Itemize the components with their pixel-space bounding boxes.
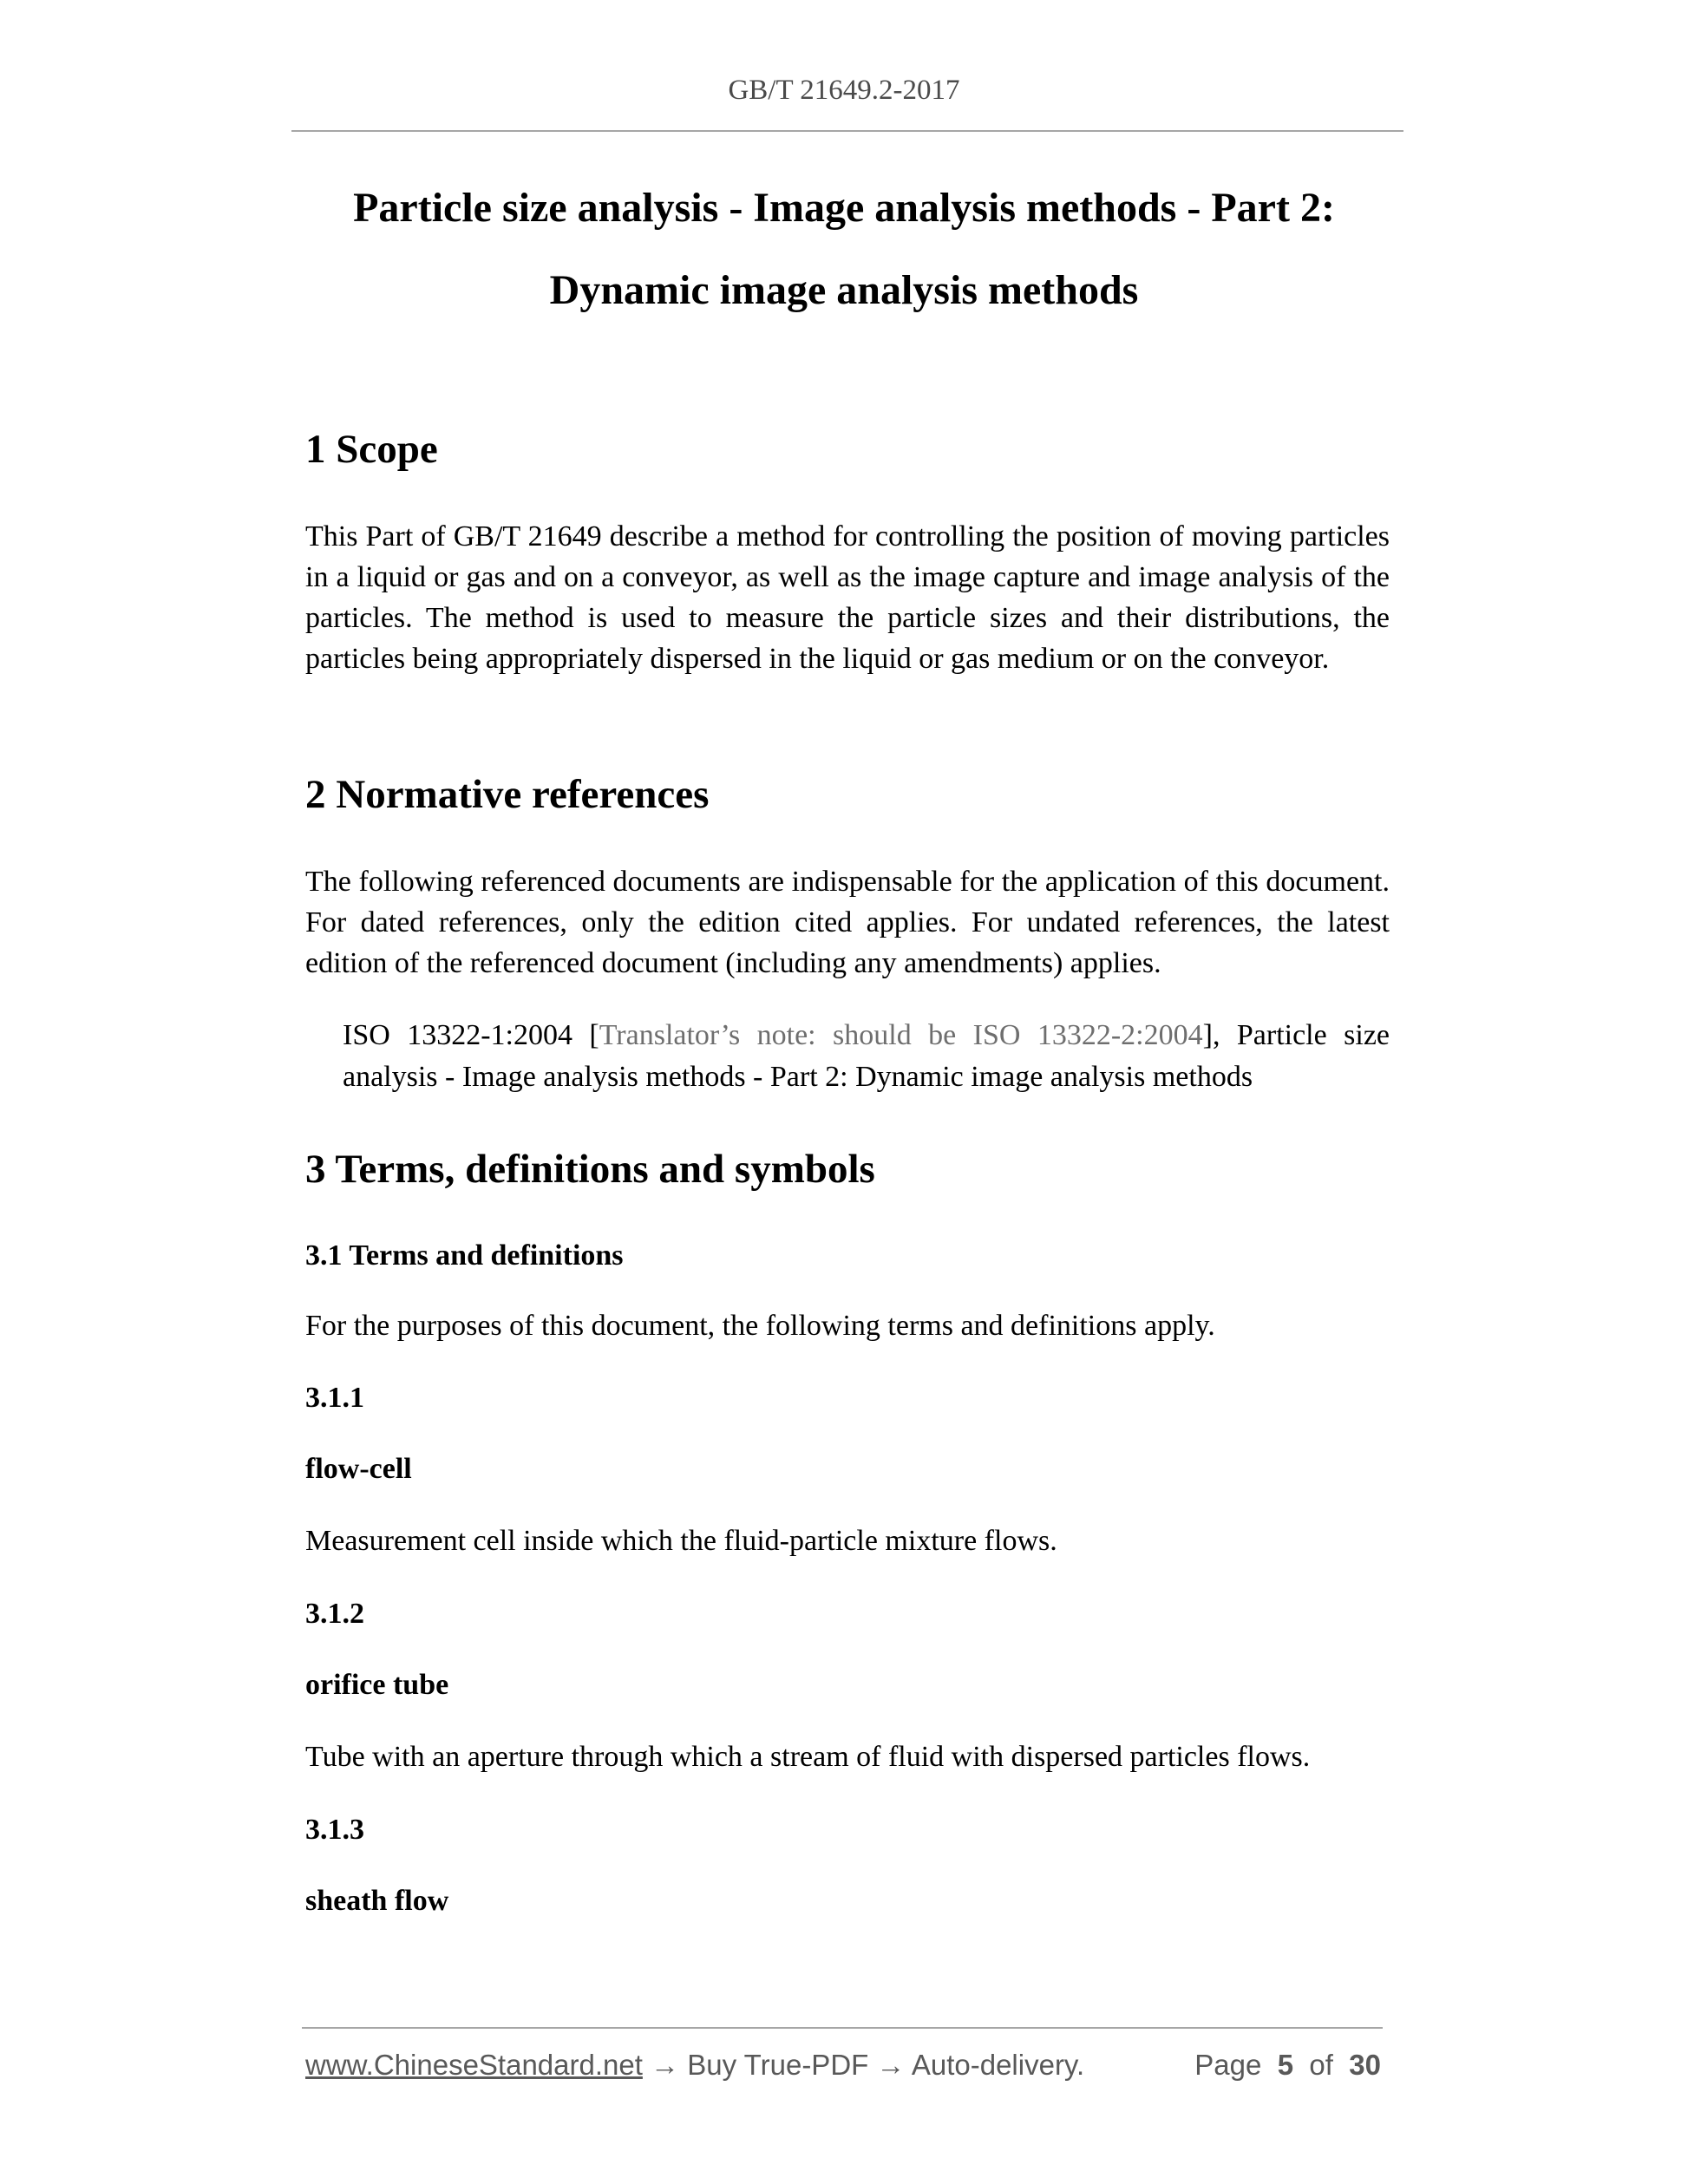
page-label: Page — [1194, 2049, 1262, 2081]
term-definition: Tube with an aperture through which a stream of fluid with dispersed particles flows. — [305, 1741, 1311, 1773]
page-number: 5 — [1277, 2049, 1294, 2081]
reference-close-bracket: ] — [1202, 1019, 1213, 1051]
normative-paragraph: The following referenced documents are indispensable for the application of this document. For dated references, only the edition cited applies. For undated references, the latest edition of the referenced document (including any amendments) applies. — [305, 866, 1390, 979]
translator-note: Translator’s note: should be ISO 13322-2:2004 — [599, 1019, 1203, 1051]
term-number: 3.1.2 — [305, 1598, 364, 1630]
normative-reference-item — [343, 1015, 1390, 1098]
term-number: 3.1.1 — [305, 1382, 364, 1414]
reference-open-bracket: [ — [589, 1019, 599, 1051]
term-number: 3.1.3 — [305, 1814, 364, 1846]
page-footer — [305, 2049, 1381, 2087]
of-label: of — [1309, 2049, 1333, 2081]
scope-paragraph: This Part of GB/T 21649 describe a method for controlling the position of moving particles in a liquid or gas and on a conveyor, as well as the image capture and image analysis of the particles. The method is used to measure the particle sizes and their distributions, the particles being appropriately dispersed in the liquid or gas medium or on the conveyor. — [305, 520, 1390, 675]
chinese-standard-link[interactable]: www.ChineseStandard.net — [305, 2049, 643, 2081]
footer-divider — [302, 2027, 1383, 2029]
page-indicator — [1194, 2049, 1381, 2082]
subsection-3-1-heading: 3.1 Terms and definitions — [305, 1239, 624, 1272]
footer-promo — [305, 2049, 1084, 2082]
auto-delivery-text: Auto-delivery. — [911, 2049, 1085, 2081]
reference-code: ISO 13322-1:2004 — [343, 1019, 572, 1051]
section-1-heading: 1 Scope — [305, 427, 438, 472]
document-title-line2: Dynamic image analysis methods — [549, 267, 1139, 313]
total-pages: 30 — [1349, 2049, 1381, 2081]
arrow-icon: → — [868, 2049, 912, 2081]
term-name: sheath flow — [305, 1885, 449, 1917]
section-2-heading: 2 Normative references — [305, 772, 710, 817]
header-divider — [291, 130, 1403, 132]
header-standard-code: GB/T 21649.2-2017 — [728, 75, 960, 106]
terms-intro: For the purposes of this document, the following terms and definitions apply. — [305, 1310, 1215, 1342]
reference-line-1 — [343, 1015, 1390, 1056]
reference-title-part1: , Particle size — [1212, 1019, 1390, 1051]
term-definition: Measurement cell inside which the fluid-particle mixture flows. — [305, 1525, 1057, 1557]
term-name: flow-cell — [305, 1453, 412, 1485]
reference-title-part2: analysis - Image analysis methods - Part 2: Dynamic image analysis methods — [343, 1061, 1253, 1093]
term-name: orifice tube — [305, 1669, 449, 1701]
document-title-line1: Particle size analysis - Image analysis methods - Part 2: — [353, 185, 1335, 231]
buy-true-pdf-text: Buy True-PDF — [687, 2049, 869, 2081]
section-3-heading: 3 Terms, definitions and symbols — [305, 1147, 875, 1192]
arrow-icon: → — [642, 2049, 688, 2081]
